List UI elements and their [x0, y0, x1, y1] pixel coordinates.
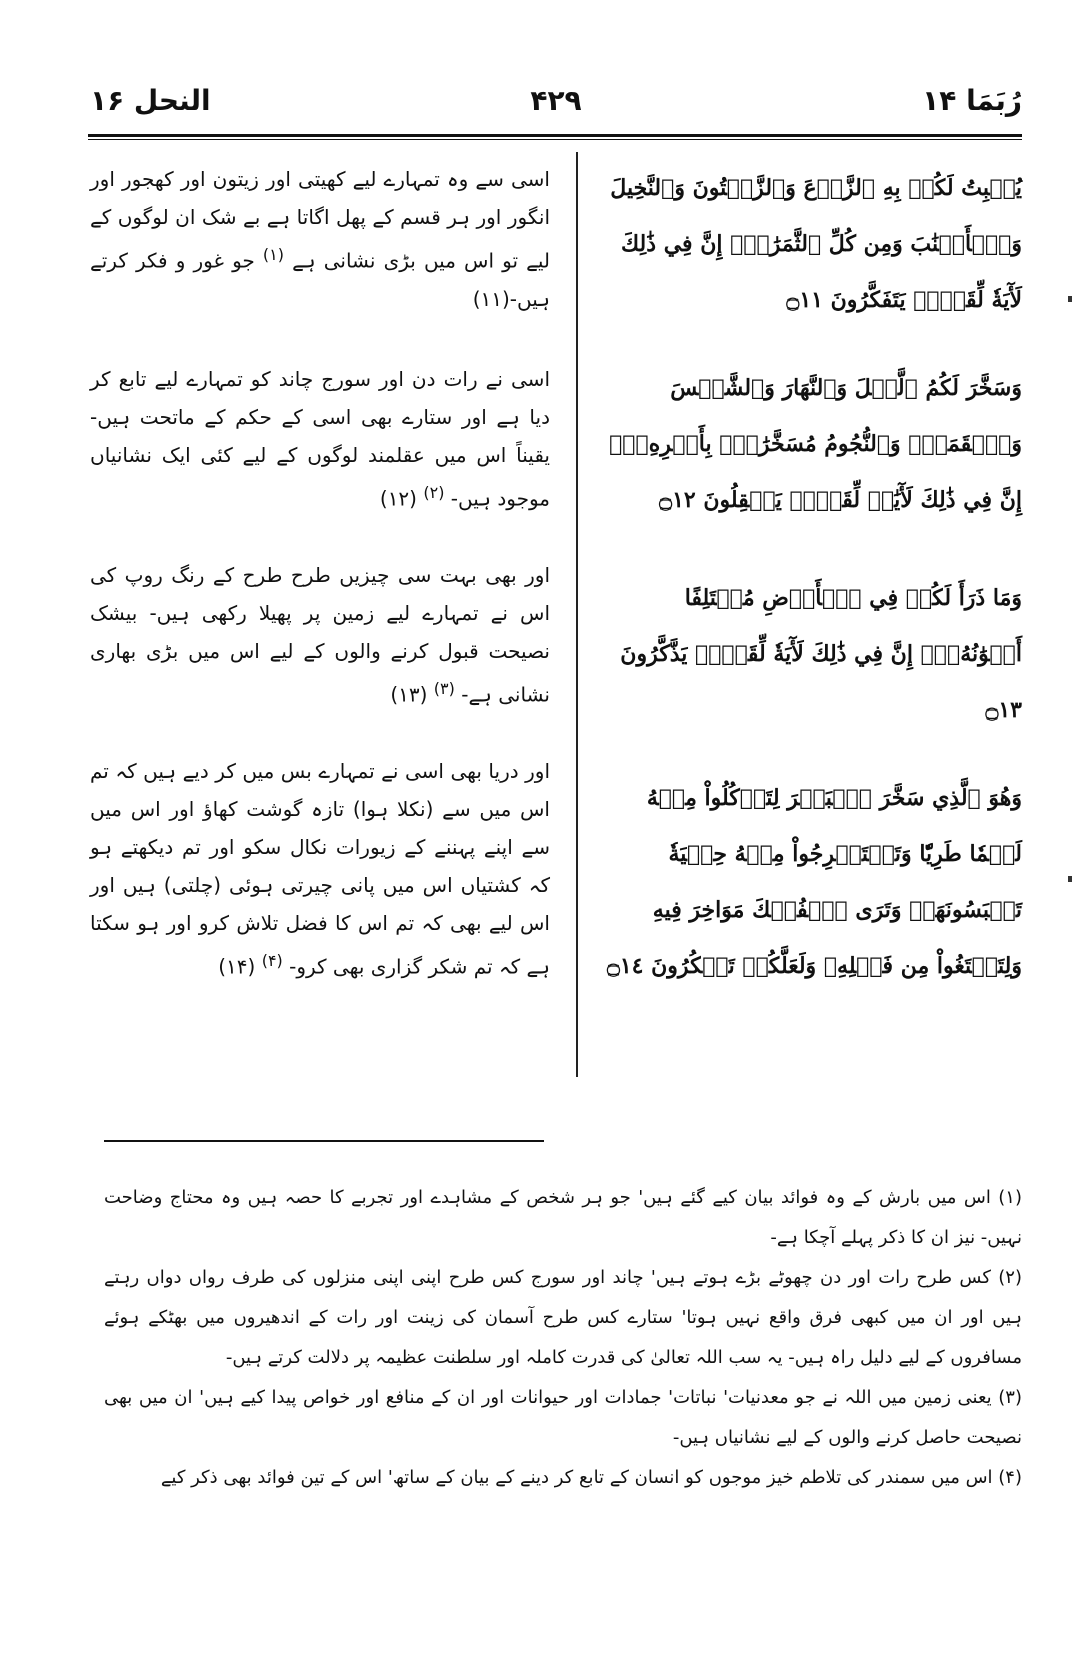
arabic-verse-11 [592, 160, 1022, 328]
urdu-text: اسی نے رات دن اور سورج چاند کو تمہارے لیے تابع کر دیا ہے اور ستارے بھی اسی کے حکم کے ماتحت ہیں- یقیناً اس میں عقلمند لوگوں کے لیے کئی ایک نشانیاں موجود ہیں- [90, 367, 550, 511]
footnote-2: (۲) کس طرح رات اور دن چھوٹے بڑے ہوتے ہیں' چاند اور سورج کس طرح اپنی اپنی منزلوں کی طرف رواں دواں رہتے ہیں اور ان میں کبھی فرق واقع نہیں ہوتا' ستارے کس طرح آسمان کی زینت اور رات کے اندھیروں میں بھٹکے ہوئے مسافروں کے لیے دلیل راہ ہیں- یہ سب اللہ تعالیٰ کی قدرت کاملہ اور سلطنت عظیمہ پر دلالت کرتے ہیں- [104, 1267, 1022, 1368]
surah-name: النحل ۱۶ [90, 84, 211, 117]
arabic-verse-12 [592, 360, 1022, 528]
footnote-3: (۳) یعنی زمین میں اللہ نے جو معدنیات' نباتات' جمادات اور حیوانات اور ان کے منافع اور خواص پیدا کیے ہیں' ان میں بھی نصیحت حاصل کرنے والوں کے لیے نشانیاں ہیں- [104, 1387, 1022, 1448]
footnote-marker: (۳) [433, 679, 455, 698]
footnote-1: (۱) اس میں بارش کے وہ فوائد بیان کیے گئے ہیں' جو ہر شخص کے مشاہدے اور تجربے کا حصہ ہیں وہ محتاج وضاحت نہیں- نیز ان کا ذکر پہلے آچکا ہے- [104, 1187, 1022, 1248]
arabic-verse-text: وَسَخَّرَ لَكُمُ ٱلَّيۡلَ وَٱلنَّهَارَ وَٱلشَّمۡسَ وَٱلۡقَمَرَۖ وَٱلنُّجُومُ مُسَخَّرَٰتُۢ بِأَمۡرِهِۦٓۚ إِنَّ فِي ذَٰلِكَ لَأٓيَٰتٖ لِّقَوۡمٖ يَعۡقِلُونَ ۝١٢ [609, 375, 1022, 513]
arabic-verse-text: وَهُوَ ٱلَّذِي سَخَّرَ ٱلۡبَحۡرَ لِتَأۡكُلُواْ مِنۡهُ لَحۡمٗا طَرِيّٗا وَتَسۡتَخۡرِجُواْ مِنۡهُ حِلۡيَةٗ تَلۡبَسُونَهَاۖ وَتَرَى ٱلۡفُلۡكَ مَوَاخِرَ فِيهِ وَلِتَبۡتَغُواْ مِن فَضۡلِهِۦ وَلَعَلَّكُمۡ تَشۡكُرُونَ ۝١٤ [606, 785, 1022, 979]
margin-mark [1068, 296, 1072, 302]
header-rule [88, 134, 1022, 137]
urdu-text-tail: جو غور و فکر کرتے ہیں-(۱۱) [90, 248, 550, 311]
footnote-separator [104, 1140, 544, 1142]
urdu-text: اسی سے وہ تمہارے لیے کھیتی اور زیتون اور کھجور اور انگور اور ہر قسم کے پھل اگاتا ہے بے شک ان لوگوں کے لیے تو اس میں بڑی نشانی ہے [90, 167, 551, 273]
footnotes [104, 1178, 1022, 1498]
urdu-translation-14 [90, 752, 550, 986]
urdu-translation-12 [90, 360, 550, 518]
urdu-translation-text [90, 360, 550, 518]
urdu-text-tail: (۱۳) [390, 682, 428, 707]
urdu-text: اور دریا بھی اسی نے تمہارے بس میں کر دیے ہیں کہ تم اس میں سے (نکلا ہوا) تازہ گوشت کھاؤ اور اس میں سے اپنے پہننے کے زیورات نکال سکو اور تم دیکھتے ہو کہ کشتیاں اس میں پانی چیرتی ہوئی (چلتی) ہیں اور اس لیے بھی کہ تم اس کا فضل تلاش کرو اور ہو سکتا ہے کہ تم شکر گزاری بھی کرو- [90, 759, 550, 979]
footnote-marker: (۱) [262, 245, 285, 264]
urdu-translation-13 [90, 556, 550, 714]
header-rule-thin [88, 139, 1022, 140]
page-number: ۴۲۹ [530, 84, 582, 117]
urdu-text-tail: (۱۴) [218, 954, 256, 979]
urdu-text-tail: (۱۲) [379, 486, 417, 511]
urdu-translation-text [90, 752, 550, 986]
urdu-translation-11 [90, 160, 550, 318]
juz-name: رُبَمَا ۱۴ [922, 84, 1022, 117]
arabic-verse-14 [592, 770, 1022, 994]
urdu-translation-text [90, 160, 550, 318]
page-header [90, 84, 1022, 130]
urdu-translation-text [90, 556, 550, 714]
urdu-text: اور بھی بہت سی چیزیں طرح طرح کے رنگ روپ کی اس نے تمہارے لیے زمین پر پھیلا رکھی ہیں- بیشک نصیحت قبول کرنے والوں کے لیے اس میں بڑی بھاری نشانی ہے- [90, 563, 550, 707]
footnote-4: (۴) اس میں سمندر کی تلاطم خیز موجوں کو انسان کے تابع کر دینے کے بیان کے ساتھ' اس کے تین فوائد بھی ذکر کیے [160, 1467, 1022, 1488]
arabic-verse-13 [592, 570, 1022, 738]
footnote-marker: (۴) [261, 951, 283, 970]
arabic-verse-text: وَمَا ذَرَأَ لَكُمۡ فِي ٱلۡأَرۡضِ مُخۡتَلِفًا أَلۡوَٰنُهُۥٓۚ إِنَّ فِي ذَٰلِكَ لَأٓيَةٗ لِّقَوۡمٖ يَذَّكَّرُونَ ۝١٣ [620, 585, 1022, 723]
column-divider [576, 152, 578, 1077]
arabic-verse-text: يُنۢبِتُ لَكُمۡ بِهِ ٱلزَّرۡعَ وَٱلزَّيۡتُونَ وَٱلنَّخِيلَ وَٱلۡأَعۡنَٰبَ وَمِن كُلِّ ٱلثَّمَرَٰتِۚ إِنَّ فِي ذَٰلِكَ لَأٓيَةٗ لِّقَوۡمٖ يَتَفَكَّرُونَ ۝١١ [610, 175, 1022, 313]
footnote-marker: (۲) [423, 483, 445, 502]
margin-mark [1068, 876, 1072, 882]
